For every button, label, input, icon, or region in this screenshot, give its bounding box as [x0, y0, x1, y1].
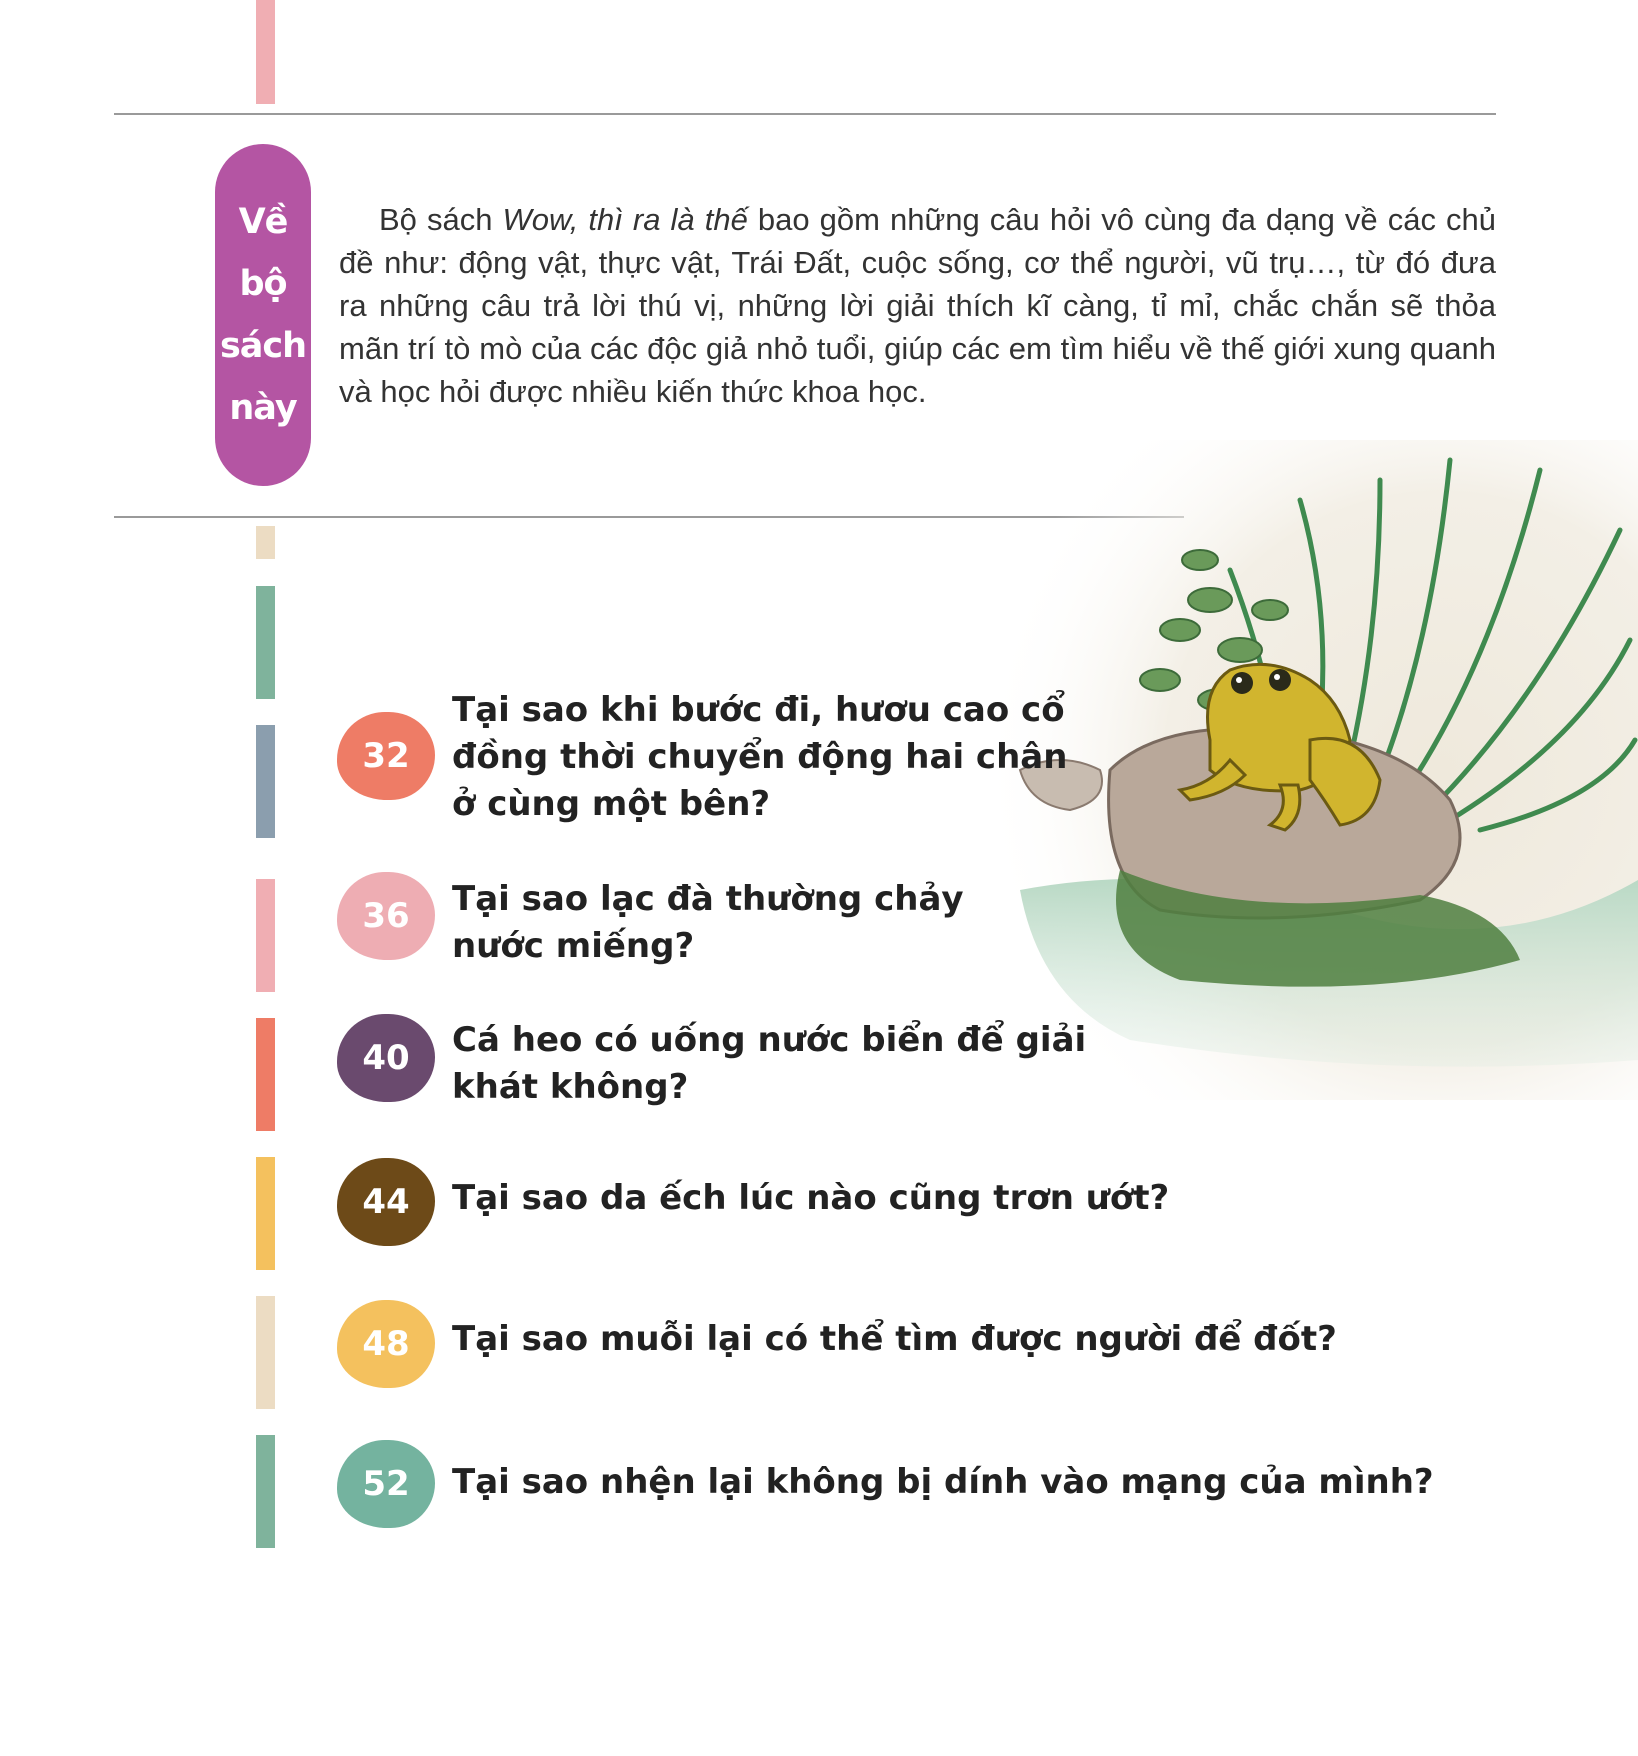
- page-badge-52[interactable]: 52: [337, 1440, 435, 1528]
- section-label-line-3: sách: [219, 326, 307, 366]
- section-label-line-1: Về: [238, 202, 288, 242]
- side-bar-green: [256, 586, 275, 699]
- toc-question-40[interactable]: Cá heo có uống nước biển để giải khát không?: [452, 1020, 1087, 1107]
- page-badge-36[interactable]: 36: [337, 872, 435, 960]
- section-label-line-2: bộ: [239, 264, 287, 304]
- side-bar-orange: [256, 1018, 275, 1131]
- intro-paragraph: [339, 198, 1496, 413]
- intro-body: bao gồm những câu hỏi vô cùng đa dạng về các chủ đề như: động vật, thực vật, Trái Đất, cuộc sống, cơ thể người, vũ trụ…, từ đó đưa ra những câu trả lời thú vị, những lời giải thích kĩ càng, tỉ mỉ, chắc chắn sẽ thỏa mãn trí tò mò của các độc giả nhỏ tuổi, giúp các em tìm hiểu về thế giới xung quanh và học hỏi được nhiều kiến thức khoa học.: [339, 202, 1497, 409]
- toc-question-44[interactable]: Tại sao da ếch lúc nào cũng trơn ướt?: [452, 1178, 1170, 1218]
- toc-question-48[interactable]: Tại sao muỗi lại có thể tìm được người để đốt?: [452, 1319, 1337, 1359]
- toc-question-32[interactable]: Tại sao khi bước đi, hươu cao cổ đồng thời chuyển động hai chân ở cùng một bên?: [452, 690, 1068, 824]
- book-title: Wow, thì ra là thế: [502, 202, 748, 237]
- intro-lead: Bộ sách: [379, 202, 503, 237]
- toc-question-36[interactable]: Tại sao lạc đà thường chảy nước miếng?: [452, 879, 964, 966]
- side-bar-pink-top: [256, 0, 275, 104]
- page-badge-40[interactable]: 40: [337, 1014, 435, 1102]
- toc-question-52[interactable]: Tại sao nhện lại không bị dính vào mạng của mình?: [452, 1462, 1434, 1502]
- top-rule: [114, 113, 1496, 115]
- side-bar-beige: [256, 1296, 275, 1409]
- side-bar-yellow: [256, 1157, 275, 1270]
- side-bar-blue: [256, 725, 275, 838]
- page-badge-32[interactable]: 32: [337, 712, 435, 800]
- page-badge-48[interactable]: 48: [337, 1300, 435, 1388]
- side-bar-beige-small: [256, 526, 275, 559]
- section-label-line-4: này: [229, 388, 297, 428]
- section-label-pill: [215, 144, 311, 486]
- side-bar-pink: [256, 879, 275, 992]
- page-badge-44[interactable]: 44: [337, 1158, 435, 1246]
- frog-illustration: [980, 440, 1638, 1100]
- side-bar-green-bottom: [256, 1435, 275, 1548]
